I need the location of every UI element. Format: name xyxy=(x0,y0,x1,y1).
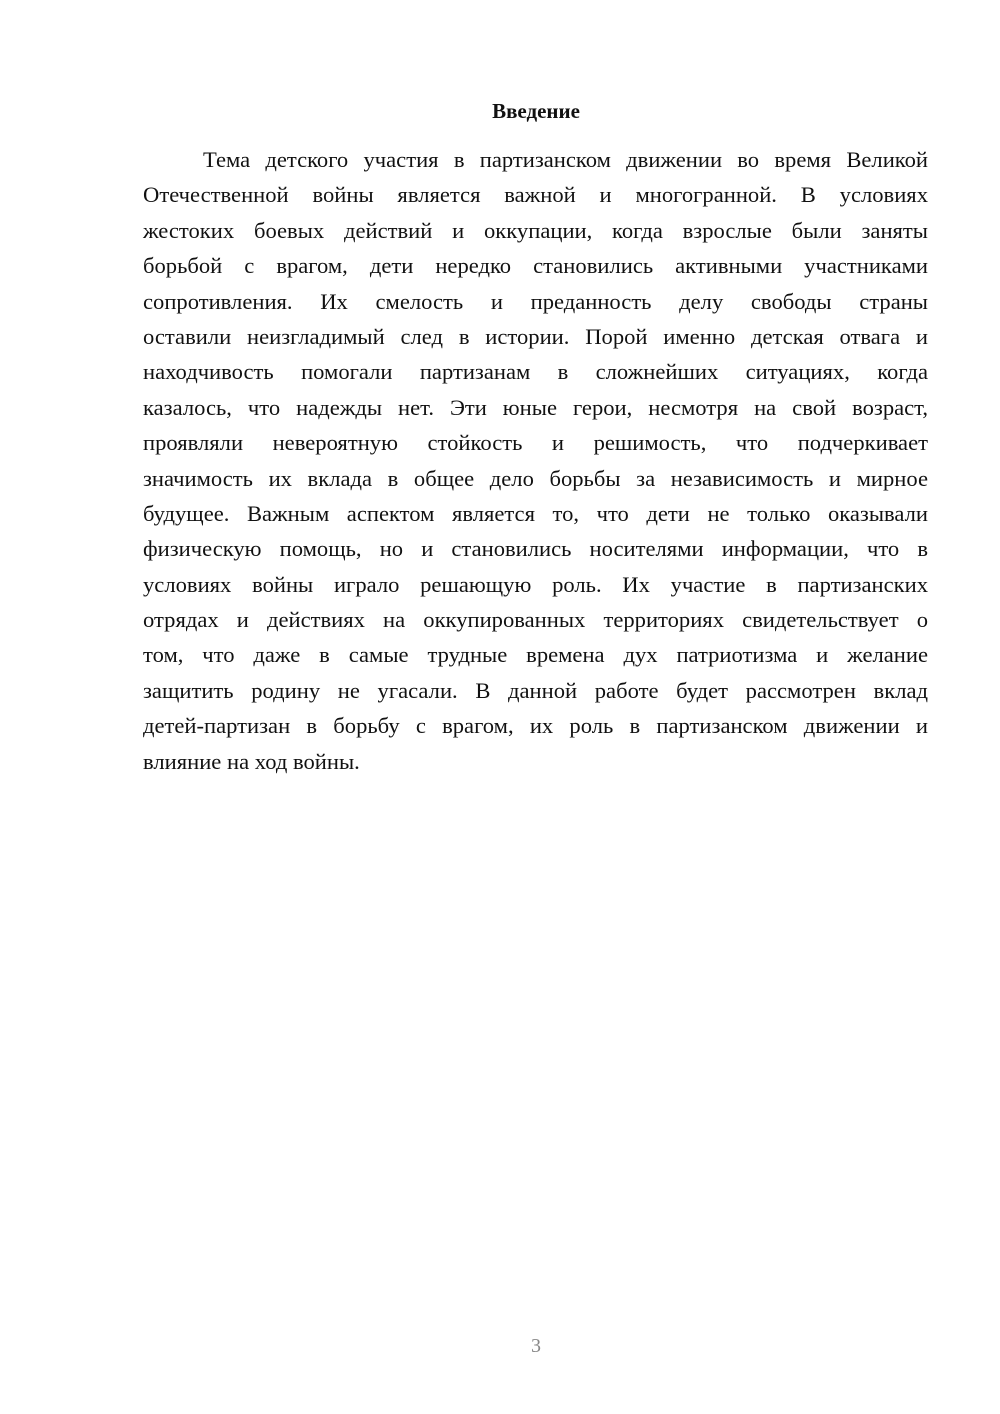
paragraph-line: том, что даже в самые трудные времена дух патриотизма и желание xyxy=(143,642,928,668)
paragraph-line: борьбой с врагом, дети нередко становились активными участниками xyxy=(143,253,928,279)
paragraph-line: физическую помощь, но и становились носителями информации, что в xyxy=(143,536,928,562)
paragraph-line: Тема детского участия в партизанском движении во время Великой xyxy=(203,147,928,172)
paragraph-line: оставили неизгладимый след в истории. Порой именно детская отвага и xyxy=(143,323,928,349)
paragraph-line: защитить родину не угасали. В данной работе будет рассмотрен вклад xyxy=(143,677,928,703)
paragraph-line: казалось, что надежды нет. Эти юные герои, несмотря на свой возраст, xyxy=(143,394,928,420)
paragraph-line: сопротивления. Их смелость и преданность делу свободы страны xyxy=(143,288,928,314)
intro-paragraph xyxy=(143,142,928,779)
paragraph-line: отрядах и действиях на оккупированных территориях свидетельствует о xyxy=(143,607,928,633)
paragraph-line: влияние на ход войны. xyxy=(143,748,360,774)
section-heading: Введение xyxy=(492,99,580,123)
paragraph-line: находчивость помогали партизанам в сложнейших ситуациях, когда xyxy=(143,359,928,385)
paragraph-line: значимость их вклада в общее дело борьбы за независимость и мирное xyxy=(143,465,928,491)
paragraph-line: будущее. Важным аспектом является то, что дети не только оказывали xyxy=(143,500,928,526)
paragraph-line: проявляли невероятную стойкость и решимость, что подчеркивает xyxy=(143,430,928,456)
paragraph-line: Отечественной войны является важной и многогранной. В условиях xyxy=(143,182,928,208)
paragraph-line: детей-партизан в борьбу с врагом, их роль в партизанском движении и xyxy=(143,713,928,739)
page-number: 3 xyxy=(531,1335,541,1357)
paragraph-line: условиях войны играло решающую роль. Их участие в партизанских xyxy=(143,571,928,597)
paragraph-line: жестоких боевых действий и оккупации, когда взрослые были заняты xyxy=(143,217,928,243)
